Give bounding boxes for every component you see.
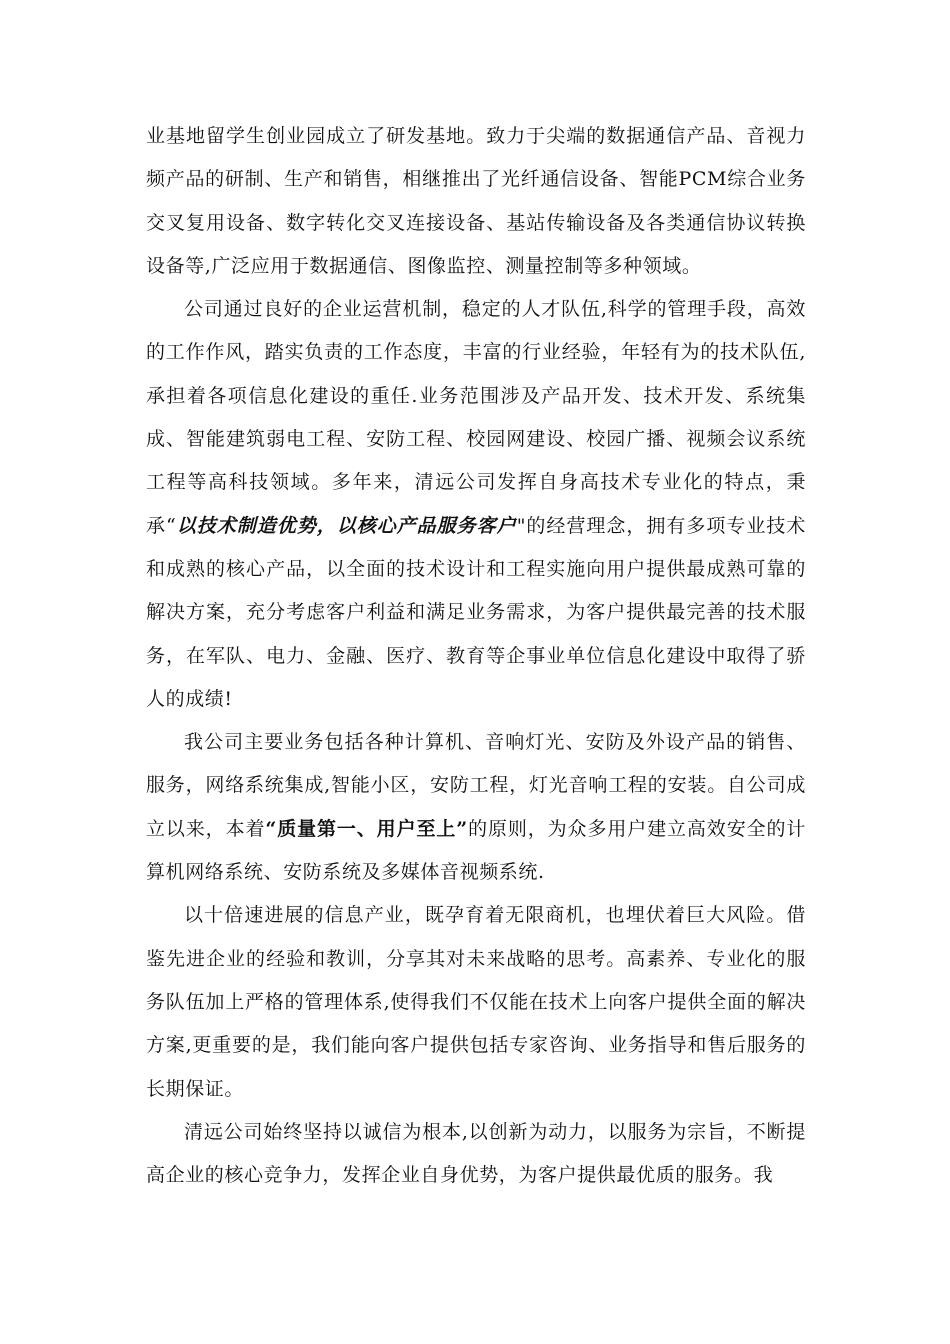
paragraph-text: 清远公司始终坚持以诚信为根本,以创新为动力，以服务为宗旨，不断提高企业的核心竞争力，发挥企业自身优势，为客户提供最优质的服务。我 xyxy=(146,1120,806,1187)
paragraph-information-industry xyxy=(146,894,806,1110)
paragraph-integrity xyxy=(146,1111,806,1198)
paragraph-company-operation xyxy=(146,288,806,721)
paragraph-text: 业基地留学生创业园成立了研发基地。致力于尖端的数据通信产品、音视力频产品的研制、生产和销售，相继推出了光纤通信设备、智能PCM综合业务交叉复用设备、数字转化交叉连接设备、基站传输设备及各类通信协议转换设备等,广泛应用于数据通信、图像监控、测量控制等多种领域。 xyxy=(146,125,806,277)
principle-emphasis: “质量第一、用户至上” xyxy=(265,817,468,840)
paragraph-text: 以十倍速进展的信息产业，既孕育着无限商机，也埋伏着巨大风险。借鉴先进企业的经验和教训，分享其对未来战略的思考。高素养、专业化的服务队伍加上严格的管理体系,使得我们不仅能在技术上向客户提供全面的解决方案,更重要的是，我们能向客户提供包括专家咨询、业务指导和售后服务的长期保证。 xyxy=(146,904,806,1100)
paragraph-text: 公司通过良好的企业运营机制，稳定的人才队伍,科学的管理手段，高效的工作作风，踏实负责的工作态度，丰富的行业经验，年轻有为的技术队伍,承担着各项信息化建设的重任.业务范围涉及产品开发、技术开发、系统集成、智能建筑弱电工程、安防工程、校园网建设、校园广播、视频会议系统工程等高科技领域。多年来，清远公司发挥自身高技术专业化的特点，秉承“ xyxy=(146,298,806,537)
paragraph-text: "的经营理念，拥有多项专业技术和成熟的核心产品，以全面的技术设计和工程实施向用户提供最成熟可靠的解决方案，充分考虑客户利益和满足业务需求，为客户提供最完善的技术服务，在军队、电力、金融、医疗、教育等企事业单位信息化建设中取得了骄人的成绩! xyxy=(146,514,806,710)
paragraph-rd-base xyxy=(146,115,806,288)
motto-emphasis: 以技术制造优势，以核心产品服务客户 xyxy=(176,514,517,537)
paragraph-text: 我公司主要业务包括各种计算机、音响灯光、安防及外设产品的销售、服务，网络系统集成,智能小区，安防工程，灯光音响工程的安装。自公司成立以来，本着 xyxy=(146,731,806,840)
paragraph-text: 的原则，为众多用户建立高效安全的计算机网络系统、安防系统及多媒体音视频系统. xyxy=(146,817,806,884)
paragraph-main-business xyxy=(146,721,806,894)
document-body xyxy=(146,115,806,1197)
